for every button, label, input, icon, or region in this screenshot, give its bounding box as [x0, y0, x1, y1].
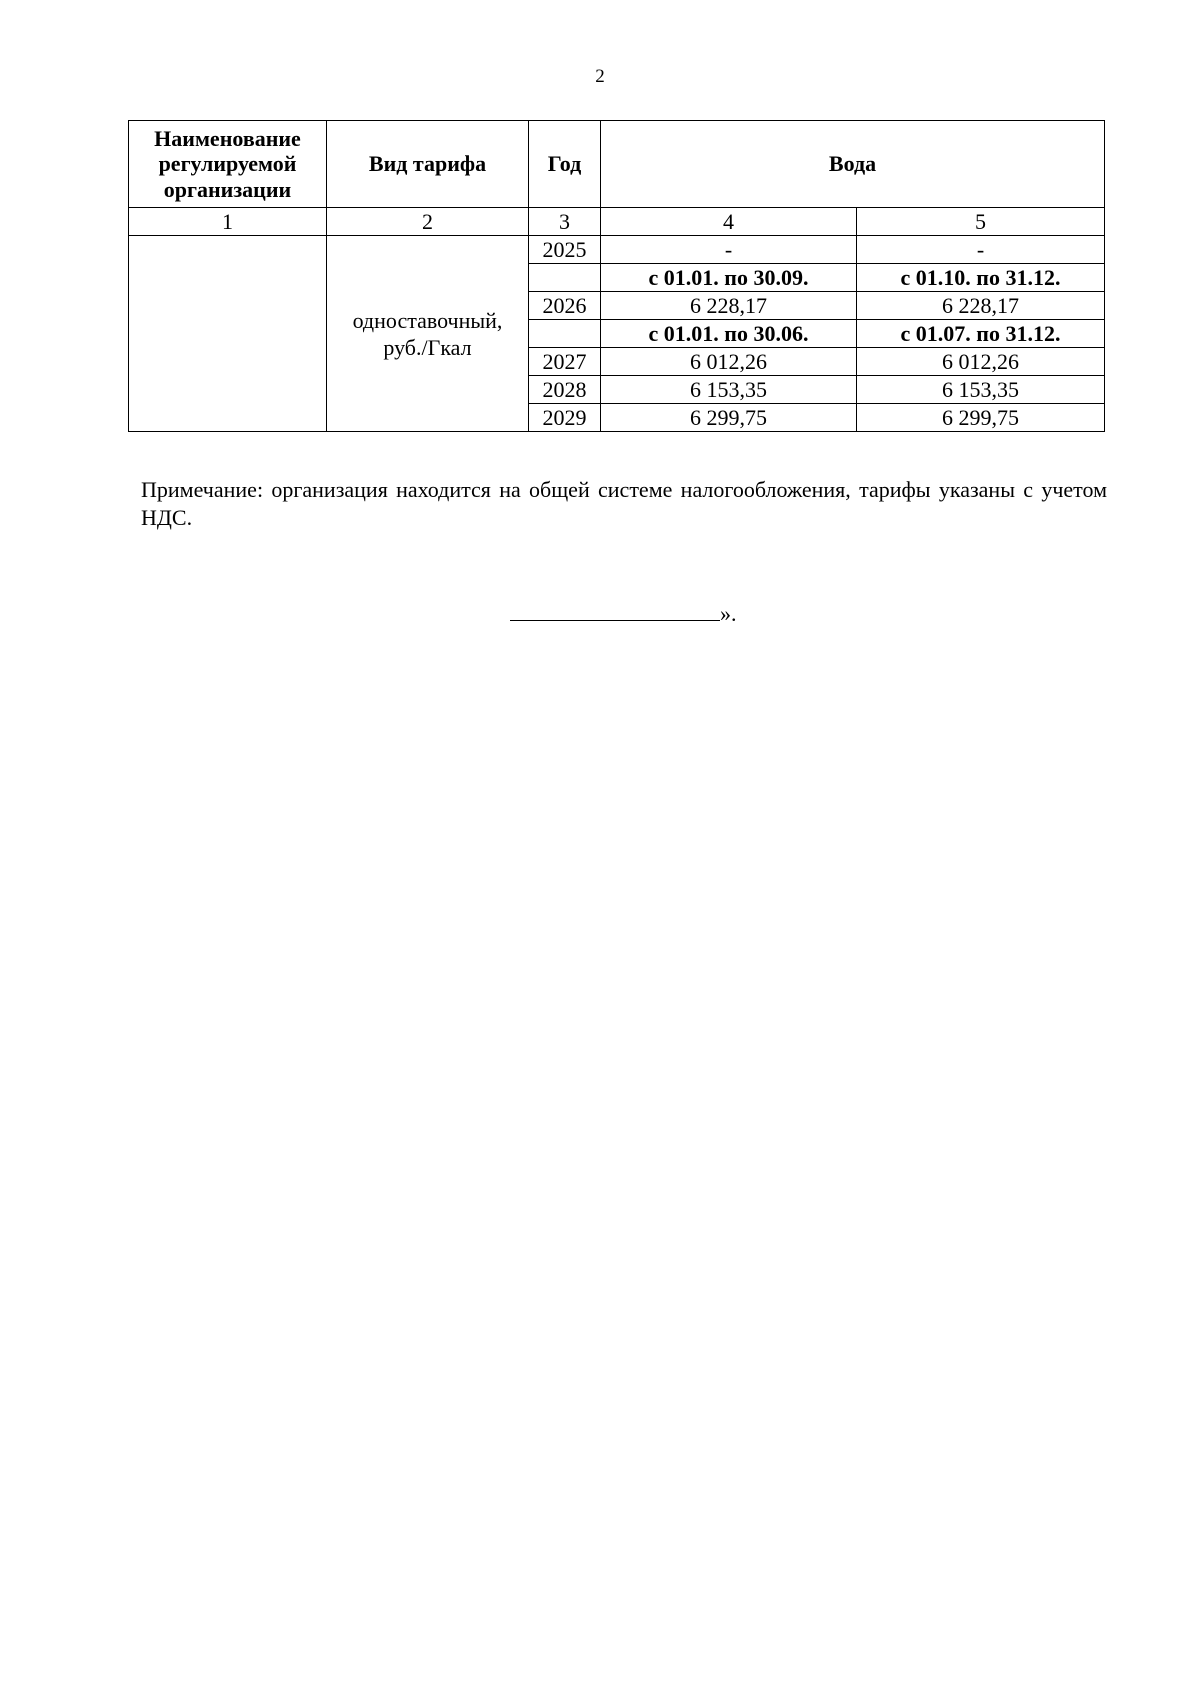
value-cell: 6 228,17 [857, 292, 1105, 320]
tariff-table [128, 120, 1105, 432]
value-cell: 6 228,17 [601, 292, 857, 320]
header-tariff-type: Вид тарифа [327, 121, 529, 208]
org-name-cell [129, 236, 327, 432]
closing-quote: ». [720, 601, 737, 626]
column-number: 5 [857, 208, 1105, 236]
column-number: 2 [327, 208, 529, 236]
period-cell: с 01.10. по 31.12. [857, 264, 1105, 292]
year-cell: 2026 [529, 292, 601, 320]
value-cell: 6 153,35 [601, 376, 857, 404]
value-cell: 6 153,35 [857, 376, 1105, 404]
year-cell: 2029 [529, 404, 601, 432]
header-water: Вода [601, 121, 1105, 208]
page-number: 2 [595, 66, 605, 87]
value-cell: - [857, 236, 1105, 264]
column-number: 1 [129, 208, 327, 236]
signature-line [510, 600, 720, 621]
value-cell: 6 299,75 [857, 404, 1105, 432]
value-cell: 6 012,26 [857, 348, 1105, 376]
period-cell: с 01.01. по 30.06. [601, 320, 857, 348]
period-cell: с 01.07. по 31.12. [857, 320, 1105, 348]
table-header-row [129, 121, 1105, 208]
year-cell: 2025 [529, 236, 601, 264]
table-row [129, 236, 1105, 264]
year-cell: 2027 [529, 348, 601, 376]
value-cell: 6 012,26 [601, 348, 857, 376]
value-cell: - [601, 236, 857, 264]
year-cell: 2028 [529, 376, 601, 404]
tax-note: Примечание: организация находится на общей системе налогообложения, тарифы указаны с учетом НДС. [141, 477, 1107, 530]
year-cell [529, 264, 601, 292]
column-number: 3 [529, 208, 601, 236]
header-year: Год [529, 121, 601, 208]
period-cell: с 01.01. по 30.09. [601, 264, 857, 292]
tariff-type-cell: одноставочный, руб./Гкал [327, 236, 529, 432]
signoff [510, 600, 737, 627]
column-number: 4 [601, 208, 857, 236]
column-number-row [129, 208, 1105, 236]
year-cell [529, 320, 601, 348]
header-org: Наименование регулируемой организации [129, 121, 327, 208]
value-cell: 6 299,75 [601, 404, 857, 432]
